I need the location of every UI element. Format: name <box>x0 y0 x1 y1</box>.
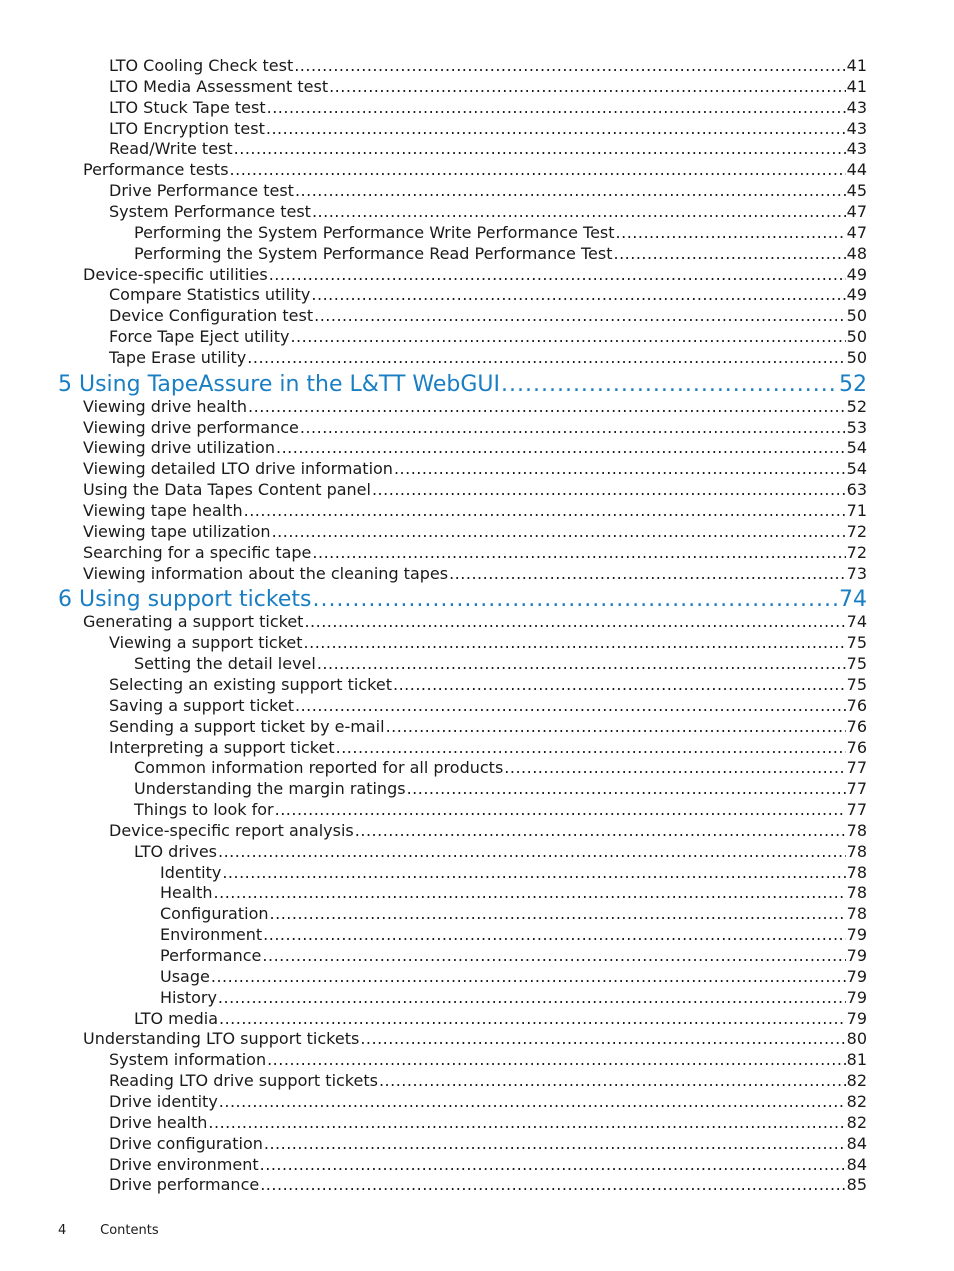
toc-entry[interactable] <box>109 821 867 842</box>
toc-entry-title: Sending a support ticket by e-mail <box>109 716 385 736</box>
toc-entry[interactable] <box>134 244 867 265</box>
toc-entry[interactable] <box>160 863 867 884</box>
toc-dot-leader <box>248 397 846 417</box>
toc-entry-title: Environment <box>160 925 263 945</box>
toc-entry-title: Understanding the margin ratings <box>134 779 406 799</box>
toc-entry[interactable] <box>109 181 867 202</box>
toc-dot-leader <box>222 863 845 883</box>
toc-entry-title: Things to look for <box>134 800 274 820</box>
toc-entry-title: System Performance test <box>109 201 311 221</box>
toc-dot-leader <box>218 842 846 862</box>
toc-entry-title: Common information reported for all products <box>134 758 504 778</box>
toc-entry-title: Viewing detailed LTO drive information <box>83 459 393 479</box>
toc-entry-page: 45 <box>846 181 867 201</box>
toc-dot-leader <box>208 1113 845 1133</box>
toc-dot-leader <box>300 418 846 438</box>
toc-entry-title: Interpreting a support ticket <box>109 737 335 757</box>
toc-dot-leader <box>263 925 845 945</box>
toc-dot-leader <box>312 202 846 222</box>
toc-entry-page: 41 <box>846 76 867 96</box>
toc-entry[interactable] <box>83 612 867 633</box>
toc-entry-title: Force Tape Eject utility <box>109 327 290 347</box>
toc-entry-page: 47 <box>846 222 867 242</box>
toc-entry-page: 77 <box>846 800 867 820</box>
toc-entry[interactable] <box>83 265 867 286</box>
toc-entry-page: 81 <box>846 1050 867 1070</box>
toc-entry-page: 78 <box>846 904 867 924</box>
toc-dot-leader <box>269 265 846 285</box>
toc-dot-leader <box>312 587 838 613</box>
toc-entry[interactable] <box>160 967 867 988</box>
toc-entry[interactable] <box>134 800 867 821</box>
toc-entry-page: 71 <box>846 501 867 520</box>
toc-entry[interactable] <box>109 285 867 306</box>
toc-entry-page: 50 <box>846 347 867 367</box>
toc-dot-leader <box>393 675 846 695</box>
toc-entry-title: Viewing drive health <box>83 396 248 416</box>
toc-entry[interactable] <box>109 306 867 327</box>
toc-entry-page: 41 <box>846 56 867 75</box>
toc-entry-title: Device-specific utilities <box>83 264 268 284</box>
toc-entry-page: 49 <box>846 285 867 305</box>
toc-dot-leader <box>311 285 845 305</box>
toc-entry-page: 78 <box>846 820 867 840</box>
toc-entry[interactable] <box>109 327 867 348</box>
toc-dot-leader <box>372 480 846 500</box>
toc-entry[interactable] <box>109 56 867 77</box>
toc-entry-title: Drive health <box>109 1112 208 1132</box>
toc-entry-title: LTO Stuck Tape test <box>109 97 266 117</box>
toc-entry-title: LTO Cooling Check test <box>109 56 294 75</box>
toc-entry[interactable] <box>83 564 867 585</box>
toc-entry-page: 85 <box>846 1175 867 1195</box>
toc-entry-title: 6 Using support tickets <box>58 587 312 613</box>
toc-entry-page: 75 <box>846 654 867 674</box>
toc-dot-leader <box>219 1092 846 1112</box>
toc-entry[interactable] <box>160 904 867 925</box>
toc-entry-title: Performance tests <box>83 160 229 180</box>
toc-dot-leader <box>304 612 845 632</box>
toc-entry-page: 78 <box>846 883 867 903</box>
toc-entry-page: 77 <box>846 758 867 778</box>
toc-dot-leader <box>267 1050 846 1070</box>
toc-entry-title: 5 Using TapeAssure in the L&TT WebGUI <box>58 371 500 397</box>
toc-entry-page: 76 <box>846 716 867 736</box>
toc-entry[interactable] <box>83 480 867 501</box>
toc-entry-page: 74 <box>846 612 867 632</box>
toc-entry[interactable] <box>83 543 867 564</box>
toc-entry[interactable] <box>134 654 867 675</box>
toc-entry[interactable] <box>109 139 867 160</box>
toc-entry[interactable] <box>109 1155 867 1176</box>
toc-entry-title: Saving a support ticket <box>109 695 294 715</box>
page-footer <box>58 1223 159 1238</box>
toc-dot-leader <box>218 988 846 1008</box>
toc-entry[interactable] <box>109 348 867 369</box>
toc-entry-title: Drive performance <box>109 1175 260 1195</box>
toc-dot-leader <box>266 119 846 139</box>
toc-entry-page: 79 <box>846 925 867 945</box>
toc-entry-page: 48 <box>846 243 867 263</box>
toc-entry-page: 43 <box>846 97 867 117</box>
toc-entry-title: Device-specific report analysis <box>109 820 354 840</box>
toc-entry-page: 43 <box>846 118 867 138</box>
toc-dot-leader <box>260 1175 845 1195</box>
toc-entry[interactable] <box>134 223 867 244</box>
toc-dot-leader <box>336 738 846 758</box>
toc-entry-page: 54 <box>846 459 867 479</box>
toc-dot-leader <box>267 98 846 118</box>
toc-entry-title: Viewing information about the cleaning tapes <box>83 563 449 583</box>
toc-entry[interactable] <box>160 883 867 904</box>
toc-dot-leader <box>616 223 846 243</box>
toc-dot-leader <box>262 946 845 966</box>
toc-entry[interactable] <box>134 758 867 779</box>
toc-chapter-entry[interactable] <box>58 587 867 615</box>
toc-entry[interactable] <box>160 925 867 946</box>
toc-entry[interactable] <box>160 988 867 1009</box>
toc-entry[interactable] <box>109 717 867 738</box>
toc-entry-page: 72 <box>846 521 867 541</box>
toc-dot-leader <box>275 800 846 820</box>
toc-entry-page: 53 <box>846 417 867 437</box>
toc-entry-title: Device Configuration test <box>109 306 314 326</box>
toc-entry[interactable] <box>109 738 867 759</box>
toc-entry-page: 47 <box>846 201 867 221</box>
toc-dot-leader <box>394 459 846 479</box>
toc-entry[interactable] <box>109 202 867 223</box>
toc-entry-page: 50 <box>846 327 867 347</box>
toc-entry-page: 77 <box>846 779 867 799</box>
toc-entry-title: Viewing drive performance <box>83 417 299 437</box>
toc-entry[interactable] <box>109 1134 867 1155</box>
toc-entry[interactable] <box>83 418 867 439</box>
toc-dot-leader <box>211 967 846 987</box>
toc-entry-title: Configuration <box>160 904 269 924</box>
toc-entry-page: 79 <box>846 966 867 986</box>
toc-entry-page: 44 <box>846 160 867 180</box>
toc-entry-page: 79 <box>846 946 867 965</box>
toc-entry-title: Reading LTO drive support tickets <box>109 1071 378 1091</box>
toc-entry[interactable] <box>83 1029 867 1050</box>
toc-dot-leader <box>272 522 846 542</box>
toc-dot-leader <box>276 438 846 458</box>
toc-entry-page: 79 <box>846 1008 867 1028</box>
toc-entry-page: 43 <box>846 139 867 159</box>
toc-entry-page: 75 <box>846 674 867 694</box>
toc-chapter-entry[interactable] <box>58 372 867 400</box>
toc-entry-title: Viewing tape health <box>83 501 243 520</box>
toc-dot-leader <box>294 56 845 76</box>
toc-entry-title: Health <box>160 883 213 903</box>
toc-entry-page: 52 <box>839 371 867 397</box>
toc-dot-leader <box>386 717 846 737</box>
toc-entry[interactable] <box>109 696 867 717</box>
toc-dot-leader <box>613 244 845 264</box>
toc-entry-page: 54 <box>846 438 867 458</box>
toc-entry[interactable] <box>109 119 867 140</box>
toc-entry-title: Drive identity <box>109 1091 218 1111</box>
toc-entry[interactable] <box>160 946 867 967</box>
toc-dot-leader <box>219 1009 846 1029</box>
toc-entry-title: Generating a support ticket <box>83 612 304 632</box>
toc-entry-title: Viewing tape utilization <box>83 521 271 541</box>
toc-entry[interactable] <box>134 1009 867 1030</box>
toc-entry-title: Tape Erase utility <box>109 347 247 367</box>
toc-entry[interactable] <box>109 77 867 98</box>
toc-dot-leader <box>314 306 846 326</box>
toc-entry-title: Performing the System Performance Read Performance Test <box>134 243 613 263</box>
toc-entry[interactable] <box>83 501 867 522</box>
footer-page-number: 4 <box>58 1223 67 1238</box>
toc-dot-leader <box>214 883 846 903</box>
toc-entry-page: 82 <box>846 1071 867 1091</box>
toc-entry-title: Identity <box>160 862 222 882</box>
toc-dot-leader <box>247 348 845 368</box>
toc-entry-title: Selecting an existing support ticket <box>109 674 392 694</box>
toc-entry-title: Searching for a specific tape <box>83 542 312 562</box>
toc-dot-leader <box>260 1155 846 1175</box>
toc-entry-title: Viewing a support ticket <box>109 633 303 653</box>
toc-entry-title: LTO drives <box>134 841 217 861</box>
toc-entry[interactable] <box>83 459 867 480</box>
toc-entry-page: 76 <box>846 695 867 715</box>
toc-entry[interactable] <box>83 397 867 418</box>
toc-entry-title: LTO Encryption test <box>109 118 265 138</box>
toc-entry[interactable] <box>109 1071 867 1092</box>
toc-entry[interactable] <box>134 779 867 800</box>
toc-entry-page: 49 <box>846 264 867 284</box>
toc-entry[interactable] <box>109 1113 867 1134</box>
toc-entry-page: 76 <box>846 737 867 757</box>
toc-entry-title: LTO Media Assessment test <box>109 76 329 96</box>
toc-entry-title: Read/Write test <box>109 139 233 159</box>
toc-dot-leader <box>329 77 846 97</box>
toc-entry[interactable] <box>134 842 867 863</box>
toc-entry-page: 84 <box>846 1133 867 1153</box>
toc-entry[interactable] <box>109 98 867 119</box>
toc-dot-leader <box>407 779 846 799</box>
toc-entry-title: Compare Statistics utility <box>109 285 311 305</box>
toc-dot-leader <box>270 904 846 924</box>
toc-dot-leader <box>304 633 846 653</box>
toc-dot-leader <box>234 139 846 159</box>
toc-dot-leader <box>290 327 845 347</box>
toc-dot-leader <box>355 821 846 841</box>
toc-entry-page: 50 <box>846 306 867 326</box>
toc-entry-title: Performance <box>160 946 262 965</box>
toc-entry-page: 82 <box>846 1112 867 1132</box>
toc-entry-page: 78 <box>846 841 867 861</box>
toc-entry-page: 63 <box>846 480 867 500</box>
toc-entry-page: 52 <box>846 396 867 416</box>
toc-entry-page: 78 <box>846 862 867 882</box>
toc-entry-title: Drive configuration <box>109 1133 263 1153</box>
toc-dot-leader <box>312 543 845 563</box>
toc-entry[interactable] <box>109 1175 867 1196</box>
toc-dot-leader <box>295 696 846 716</box>
toc-entry[interactable] <box>83 438 867 459</box>
footer-section-label: Contents <box>100 1223 159 1238</box>
toc-dot-leader <box>317 654 846 674</box>
toc-entry[interactable] <box>109 675 867 696</box>
toc-entry-title: System information <box>109 1050 267 1070</box>
toc-entry-title: Drive Performance test <box>109 181 294 201</box>
toc-dot-leader <box>501 372 838 398</box>
toc-dot-leader <box>360 1029 845 1049</box>
toc-entry-page: 80 <box>846 1029 867 1049</box>
toc-entry[interactable] <box>83 522 867 543</box>
toc-entry-title: Setting the detail level <box>134 654 316 674</box>
toc-entry-page: 84 <box>846 1154 867 1174</box>
toc-entry[interactable] <box>83 160 867 181</box>
toc-dot-leader <box>264 1134 846 1154</box>
toc-entry-title: Usage <box>160 966 210 986</box>
toc-dot-leader <box>504 758 845 778</box>
toc-entry-title: Viewing drive utilization <box>83 438 275 458</box>
toc-entry-page: 75 <box>846 633 867 653</box>
toc-entry-title: Understanding LTO support tickets <box>83 1029 360 1049</box>
toc-entry-page: 79 <box>846 987 867 1007</box>
toc-entry-title: Performing the System Performance Write Performance Test <box>134 222 615 242</box>
toc-entry-title: Using the Data Tapes Content panel <box>83 480 371 500</box>
toc-dot-leader <box>244 501 846 521</box>
toc-entry-page: 74 <box>839 587 867 613</box>
toc-entry-title: LTO media <box>134 1008 218 1028</box>
toc-dot-leader <box>295 181 846 201</box>
toc-entry-title: History <box>160 987 217 1007</box>
toc-entry-page: 82 <box>846 1091 867 1111</box>
toc-entry[interactable] <box>109 633 867 654</box>
toc-dot-leader <box>449 564 846 584</box>
toc-entry-title: Drive environment <box>109 1154 259 1174</box>
toc-entry-page: 73 <box>846 563 867 583</box>
toc-dot-leader <box>379 1071 846 1091</box>
toc-dot-leader <box>230 160 846 180</box>
toc-entry[interactable] <box>109 1050 867 1071</box>
toc-entry[interactable] <box>109 1092 867 1113</box>
toc-entry-page: 72 <box>846 542 867 562</box>
